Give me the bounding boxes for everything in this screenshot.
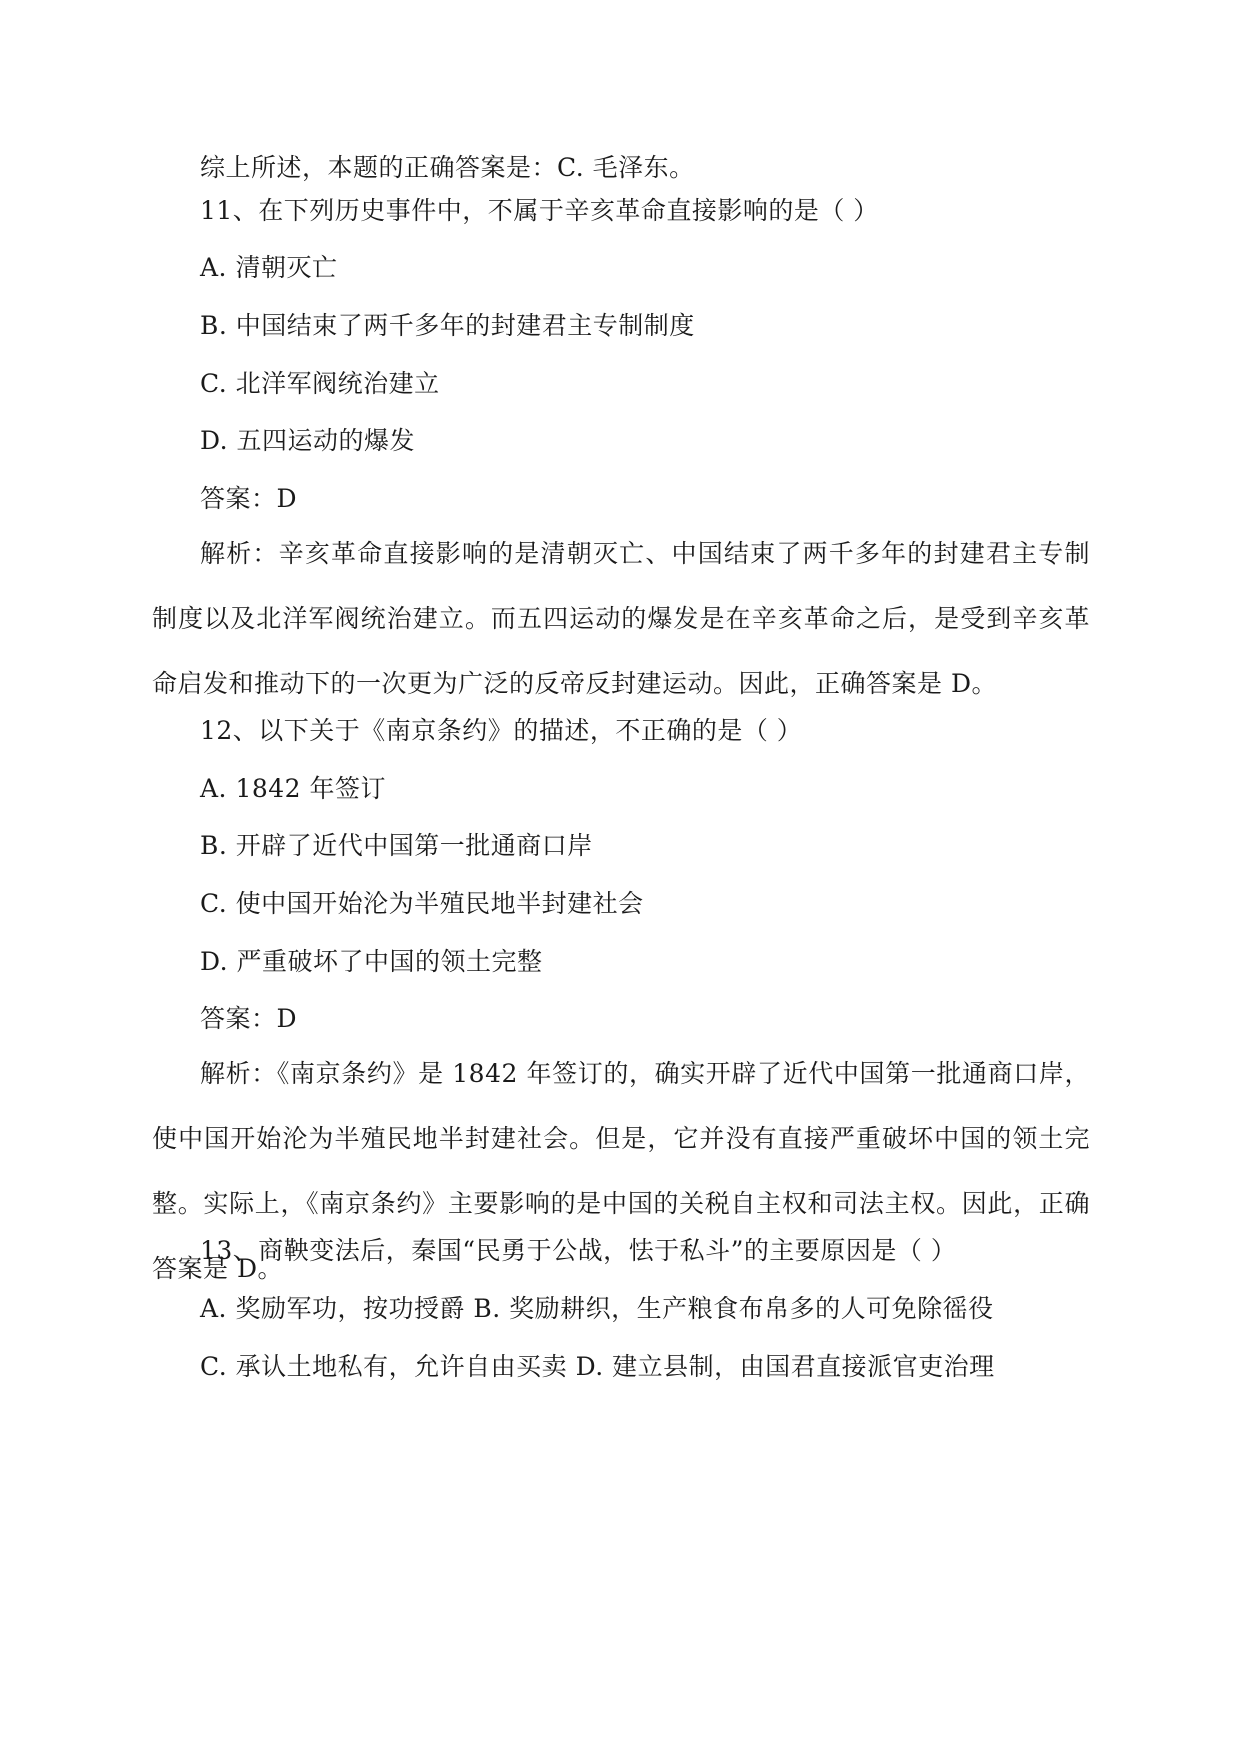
question-11-answer: 答案：D bbox=[200, 484, 298, 513]
question-11-option-d: D. 五四运动的爆发 bbox=[200, 426, 416, 455]
question-11-analysis: 解析：辛亥革命直接影响的是清朝灭亡、中国结束了两千多年的封建君主专制制度以及北洋军阀统治建立。而五四运动的爆发是在辛亥革命之后，是受到辛亥革命启发和推动下的一次更为广泛的反帝反封建运动。因此，正确答案是 D。 bbox=[152, 539, 1090, 698]
question-13-stem: 13、商鞅变法后，秦国“民勇于公战，怯于私斗”的主要原因是（ ） bbox=[200, 1236, 957, 1265]
question-11-option-a: A. 清朝灭亡 bbox=[200, 253, 338, 282]
summary-line: 综上所述，本题的正确答案是：C. 毛泽东。 bbox=[200, 153, 695, 182]
question-12-analysis: 解析：《南京条约》是 1842 年签订的，确实开辟了近代中国第一批通商口岸，使中国开始沦为半殖民地半封建社会。但是，它并没有直接严重破坏中国的领土完整。实际上，《南京条约》主要影响的是中国的关税自主权和司法主权。因此，正确答案是 D。 bbox=[152, 1059, 1090, 1283]
question-11-option-c: C. 北洋军阀统治建立 bbox=[200, 369, 440, 398]
question-13-options-row-2: C. 承认土地私有，允许自由买卖 D. 建立县制，由国君直接派官吏治理 bbox=[200, 1352, 995, 1381]
question-12-option-c: C. 使中国开始沦为半殖民地半封建社会 bbox=[200, 889, 644, 918]
question-11-stem: 11、在下列历史事件中，不属于辛亥革命直接影响的是（ ） bbox=[200, 196, 879, 225]
question-12-option-b: B. 开辟了近代中国第一批通商口岸 bbox=[200, 831, 593, 860]
question-12-answer: 答案：D bbox=[200, 1004, 298, 1033]
question-12-option-d: D. 严重破坏了中国的领土完整 bbox=[200, 947, 543, 976]
question-12-option-a: A. 1842 年签订 bbox=[200, 774, 387, 803]
question-12-stem: 12、以下关于《南京条约》的描述，不正确的是（ ） bbox=[200, 716, 803, 745]
question-11-option-b: B. 中国结束了两千多年的封建君主专制制度 bbox=[200, 311, 695, 340]
question-13-options-row-1: A. 奖励军功，按功授爵 B. 奖励耕织，生产粮食布帛多的人可免除徭役 bbox=[200, 1294, 994, 1323]
